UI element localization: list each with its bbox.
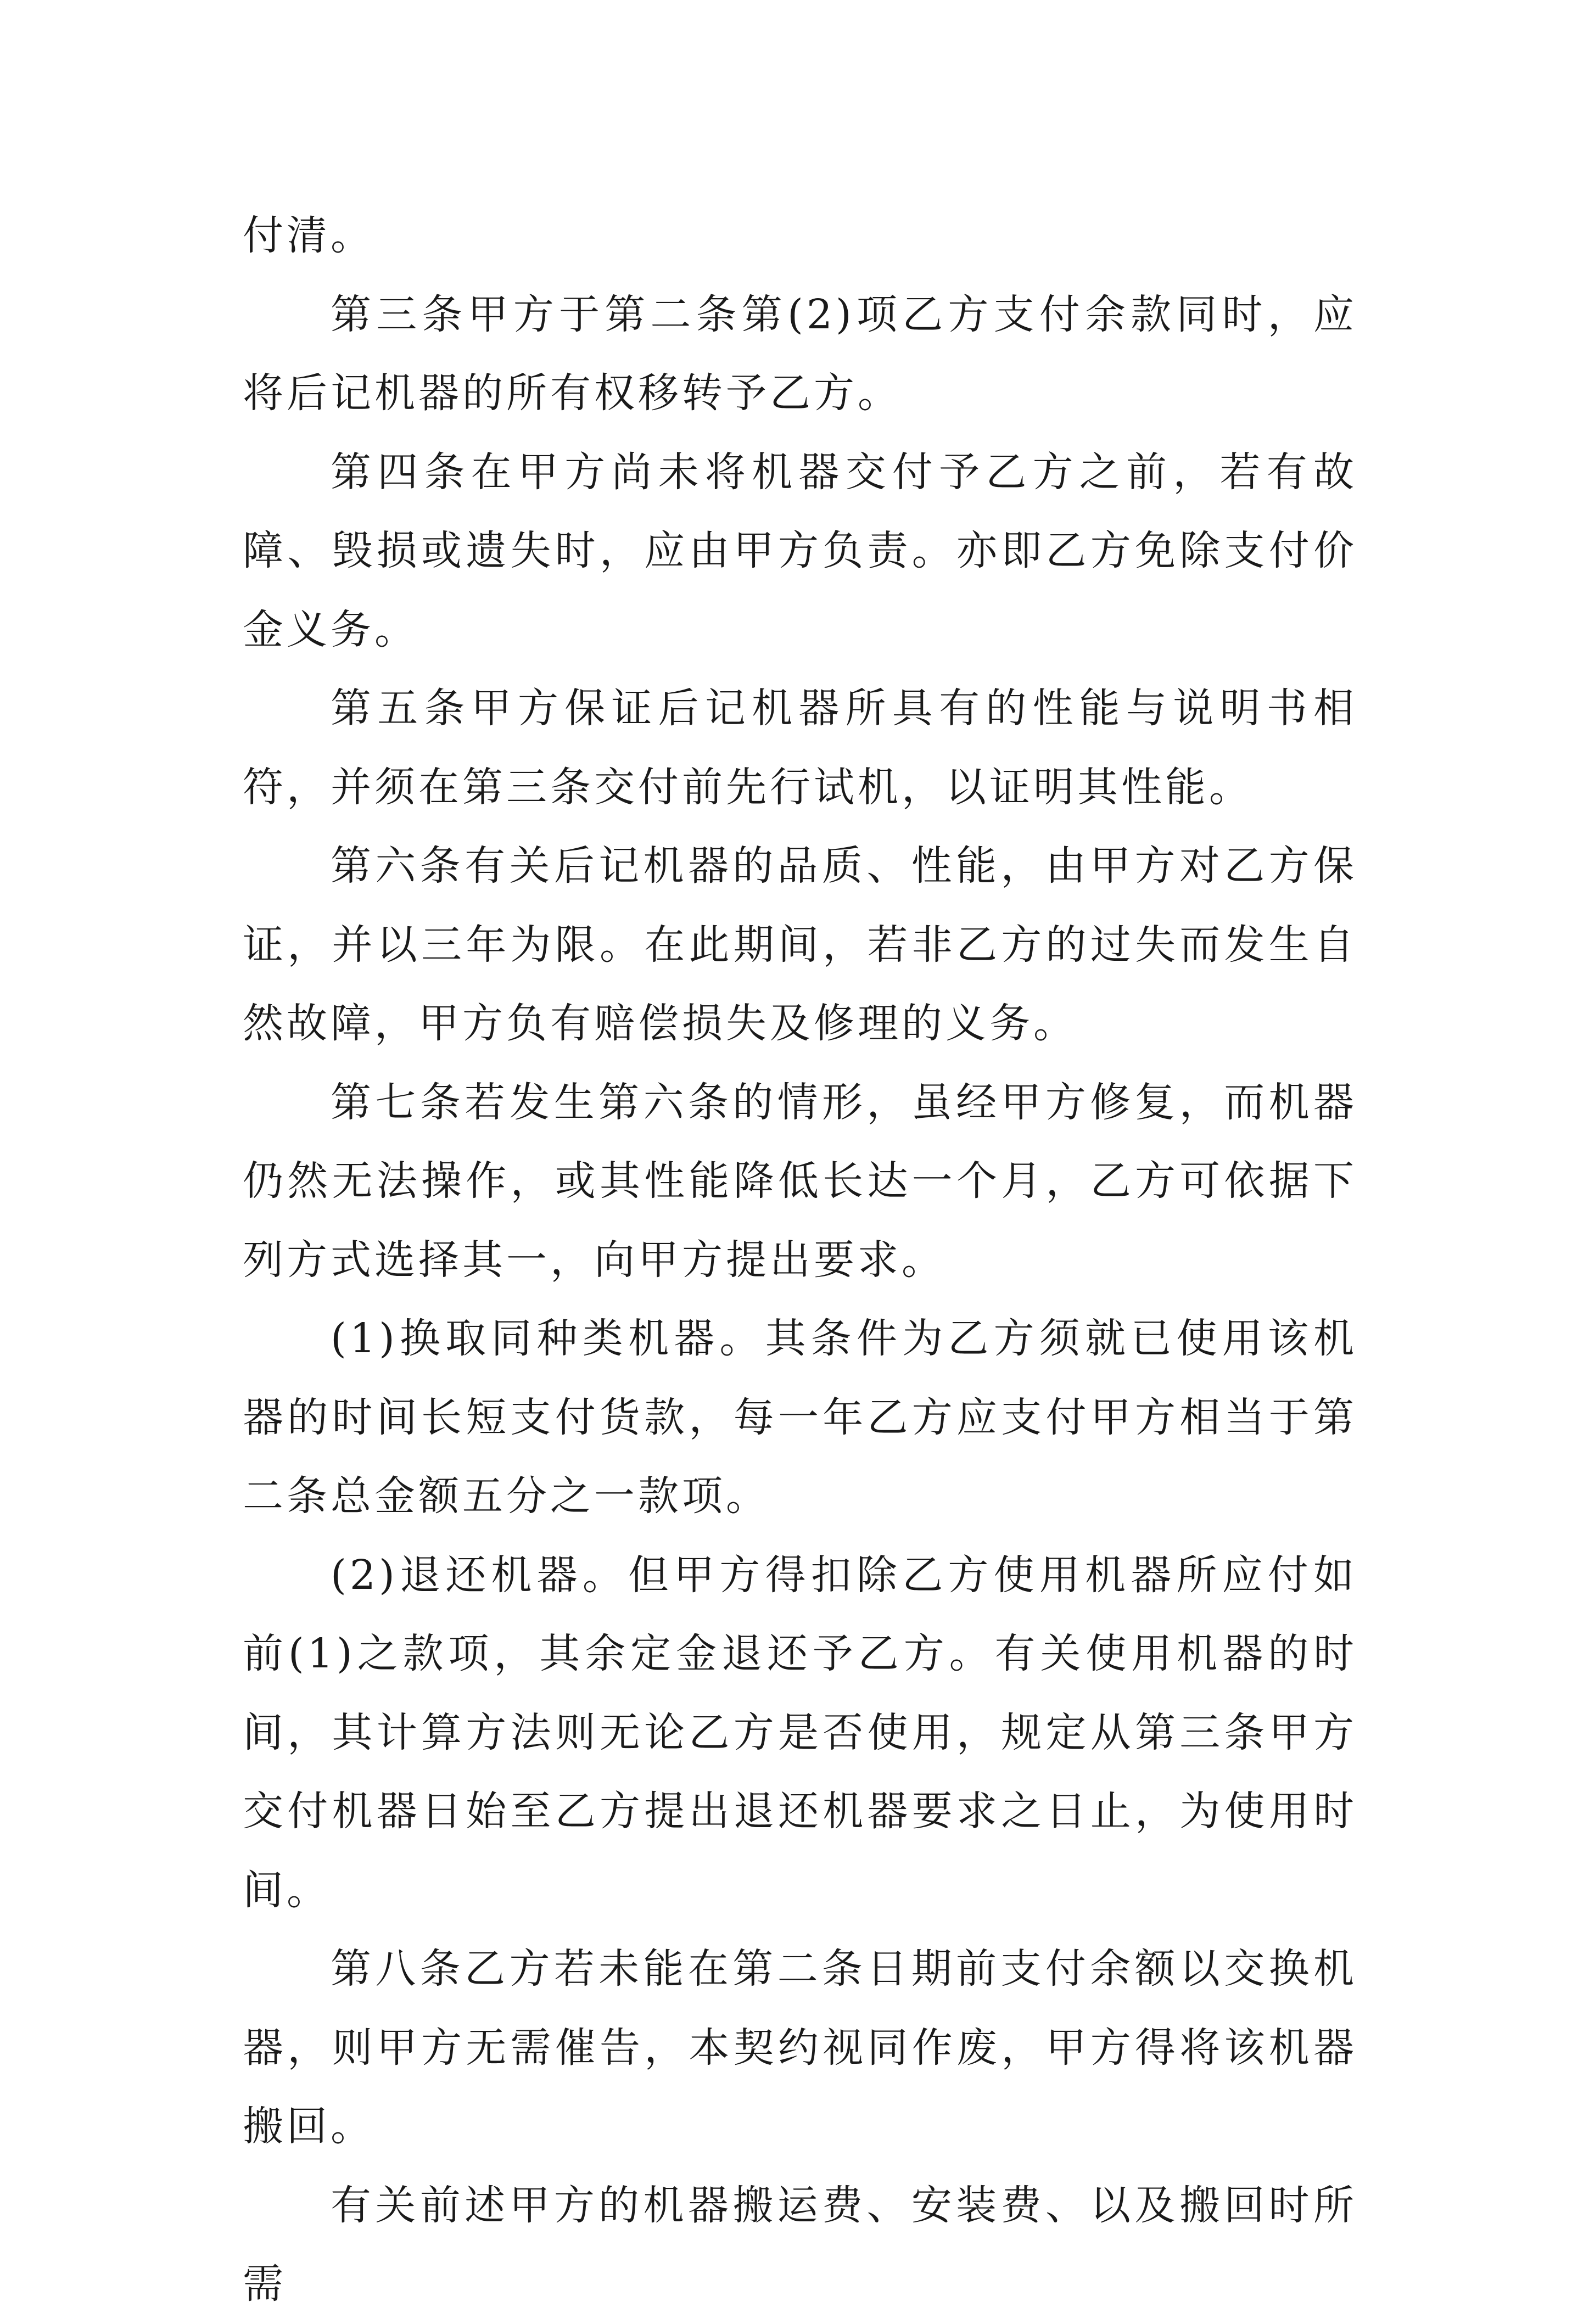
paragraph-option-2: (2)退还机器。但甲方得扣除乙方使用机器所应付如前(1)之款项，其余定金退还予乙方。有关使用机器的时间，其计算方法则无论乙方是否使用，规定从第三条甲方交付机器日始至乙方提出退还机器要求之日止，为使用时间。 — [243, 1551, 1357, 1914]
paragraph-article-3: 第三条甲方于第二条第(2)项乙方支付余款同时，应将后记机器的所有权移转予乙方。 — [243, 290, 1357, 417]
paragraph-article-8: 第八条乙方若未能在第二条日期前支付余额以交换机器，则甲方无需催告，本契约视同作废，甲方得将该机器搬回。 — [243, 1945, 1357, 2150]
paragraph-continuation: 付清。 — [243, 212, 374, 259]
paragraph-article-6: 第六条有关后记机器的品质、性能，由甲方对乙方保证，并以三年为限。在此期间，若非乙方的过失而发生自然故障，甲方负有赔偿损失及修理的义务。 — [243, 842, 1357, 1047]
contract-body — [243, 197, 1357, 2324]
paragraph-article-4: 第四条在甲方尚未将机器交付予乙方之前，若有故障、毁损或遗失时，应由甲方负责。亦即乙方免除支付价金义务。 — [243, 448, 1357, 653]
paragraph-costs: 有关前述甲方的机器搬运费、安装费、以及搬回时所需 — [243, 2181, 1357, 2308]
paragraph-article-7: 第七条若发生第六条的情形，虽经甲方修复，而机器仍然无法操作，或其性能降低长达一个月，乙方可依据下列方式选择其一，向甲方提出要求。 — [243, 1078, 1357, 1284]
paragraph-option-1: (1)换取同种类机器。其条件为乙方须就已使用该机器的时间长短支付货款，每一年乙方应支付甲方相当于第二条总金额五分之一款项。 — [243, 1315, 1357, 1520]
paragraph-article-5: 第五条甲方保证后记机器所具有的性能与说明书相符，并须在第三条交付前先行试机，以证明其性能。 — [243, 685, 1357, 811]
